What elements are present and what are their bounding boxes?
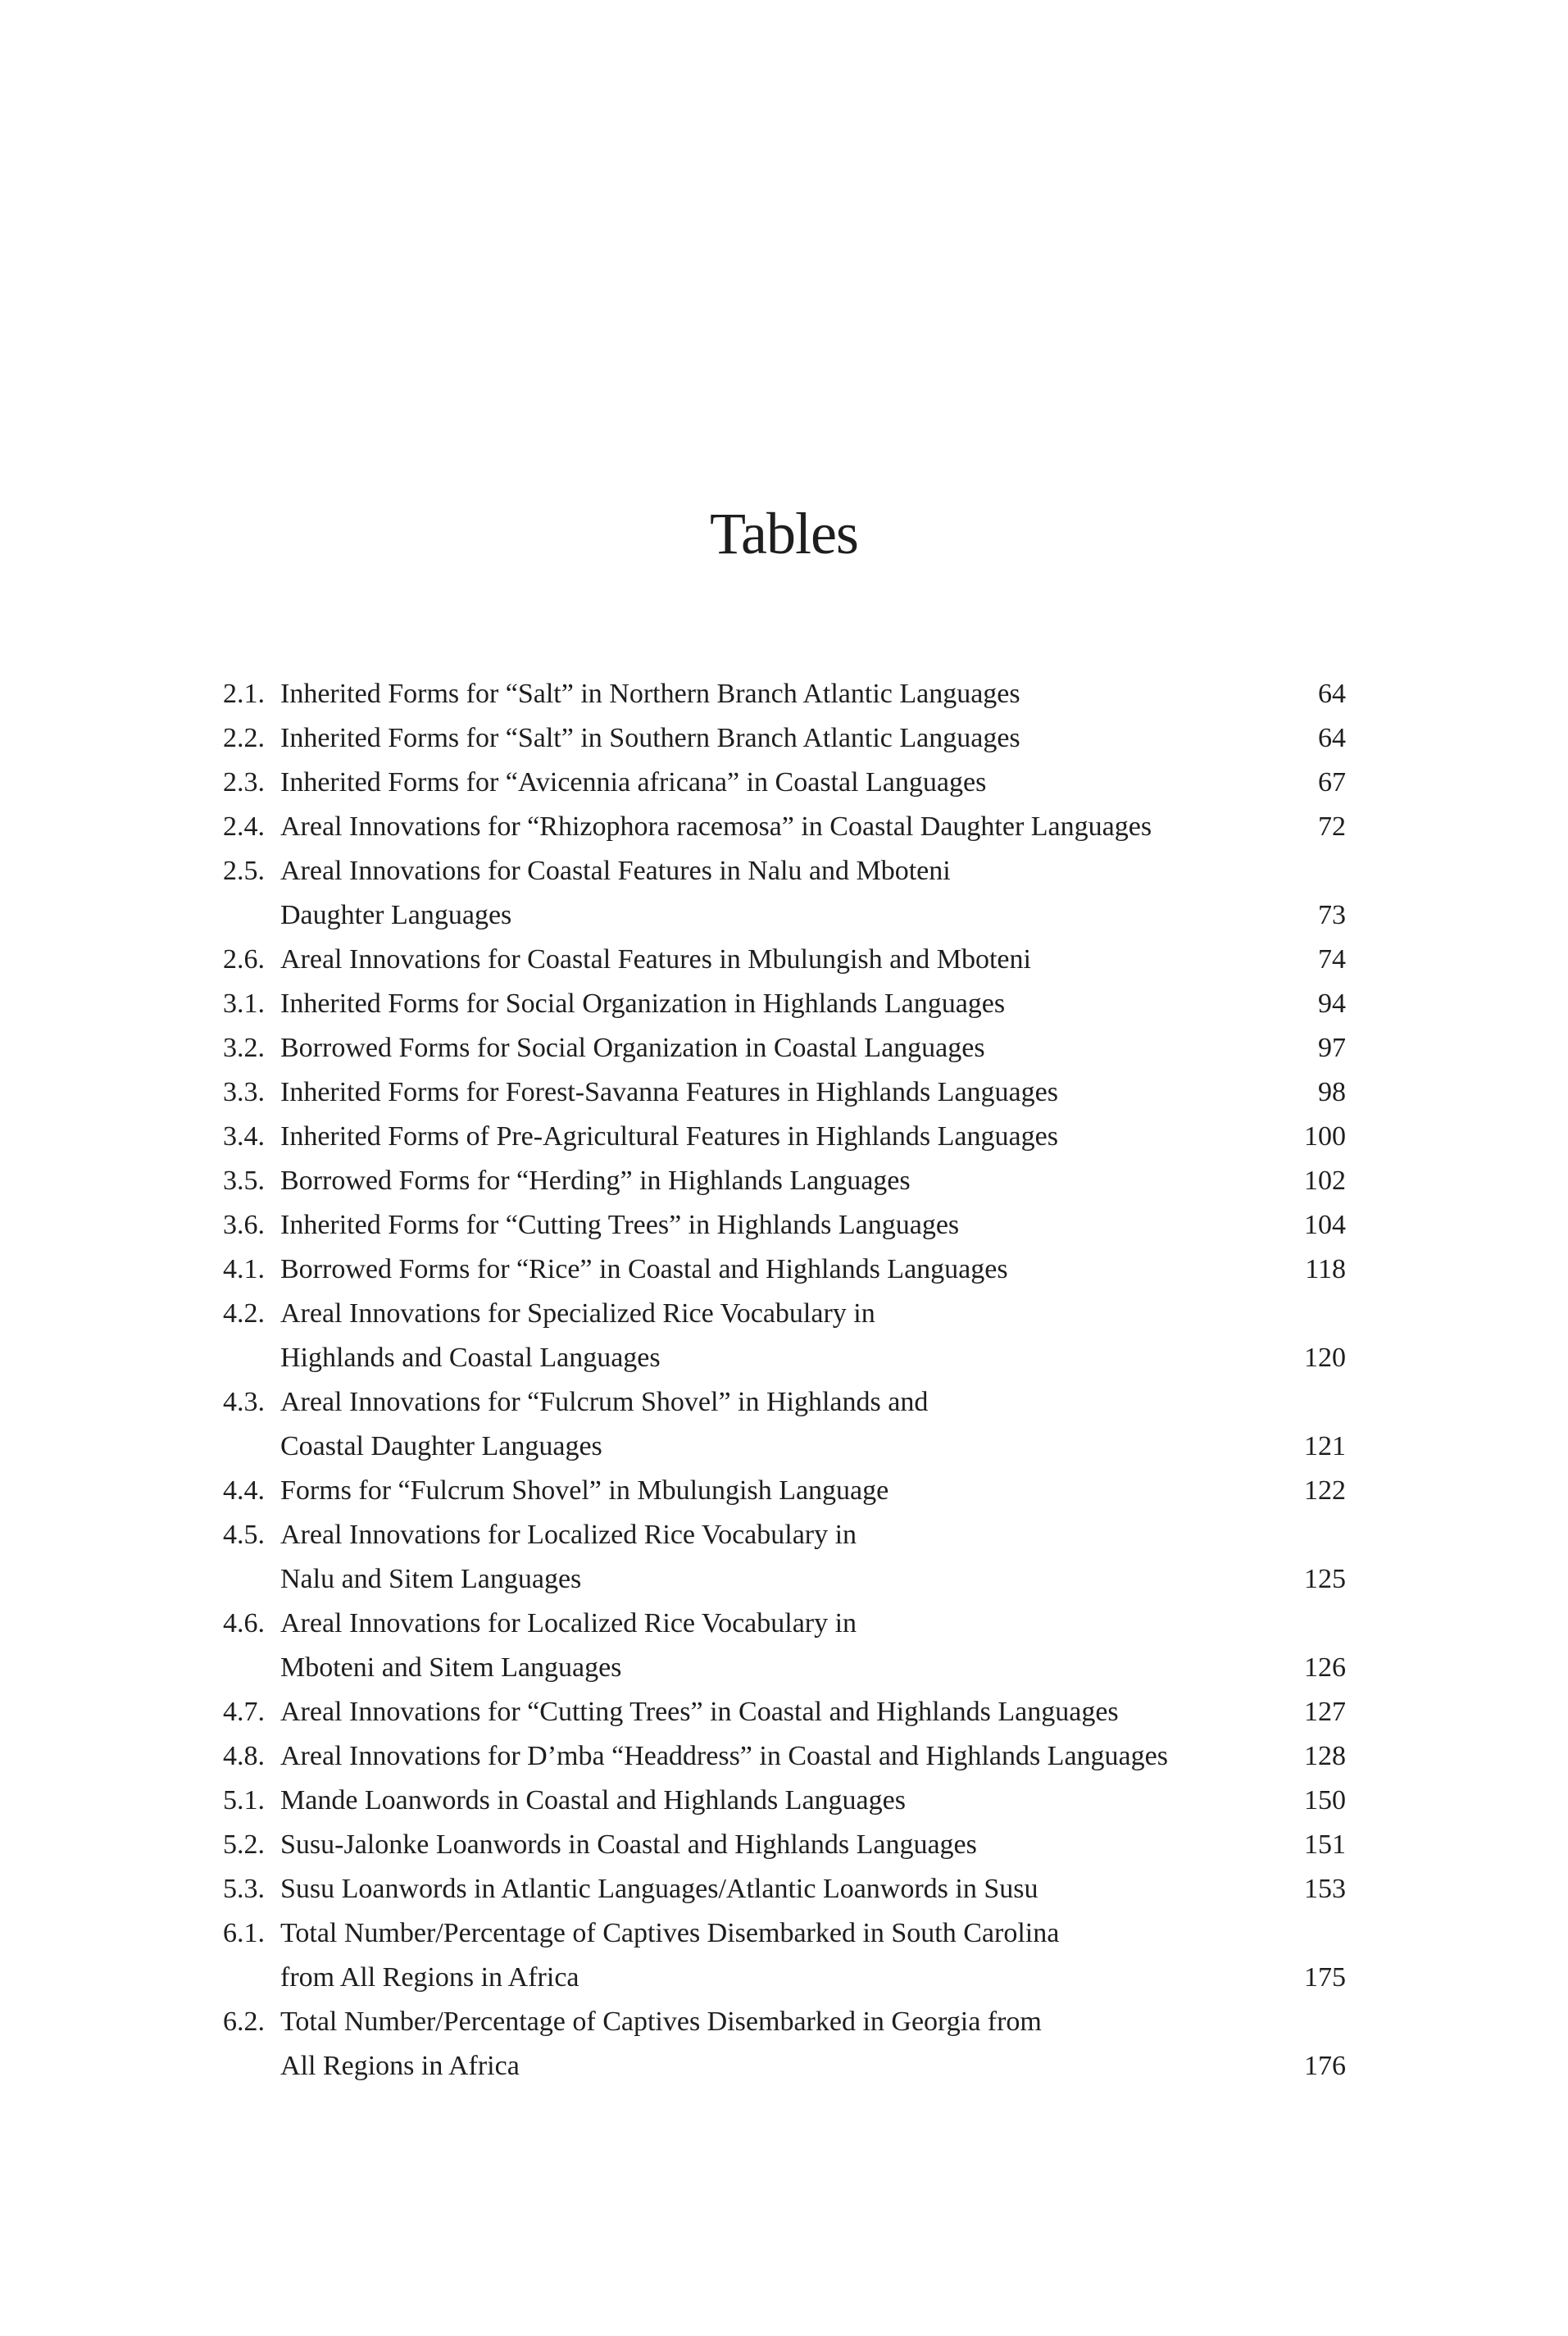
caption-line: Total Number/Percentage of Captives Disembarked in Georgia from	[280, 2007, 1042, 2037]
caption-line: from All Regions in Africa	[280, 1962, 579, 1993]
table-entry-2-2	[223, 716, 1346, 761]
table-number: 5.1.	[223, 1785, 265, 1816]
table-entry-2-5	[223, 849, 1346, 938]
table-caption	[280, 1115, 1256, 1159]
page-number: 127	[1304, 1697, 1346, 1727]
table-caption	[280, 1026, 1256, 1070]
caption-line: Areal Innovations for D’mba “Headdress” in Coastal and Highlands Languages	[280, 1741, 1168, 1771]
page-number: 153	[1304, 1874, 1346, 1904]
caption-line: Inherited Forms of Pre-Agricultural Features in Highlands Languages	[280, 1121, 1058, 1152]
page-number: 151	[1304, 1829, 1346, 1860]
table-number: 4.6.	[223, 1608, 265, 1638]
page-number: 100	[1304, 1121, 1346, 1152]
table-entry-4-4	[223, 1469, 1346, 1513]
table-caption	[280, 1734, 1256, 1779]
table-number: 4.2.	[223, 1298, 265, 1329]
page-number: 121	[1304, 1431, 1346, 1461]
table-caption	[280, 1070, 1256, 1115]
table-caption	[280, 1602, 1256, 1690]
caption-line: Inherited Forms for Forest-Savanna Features in Highlands Languages	[280, 1077, 1058, 1107]
table-entry-3-5	[223, 1159, 1346, 1203]
table-caption	[280, 1513, 1256, 1602]
table-caption	[280, 938, 1256, 982]
table-entry-4-8	[223, 1734, 1346, 1779]
table-entry-4-2	[223, 1292, 1346, 1380]
caption-line: Inherited Forms for “Salt” in Southern Branch Atlantic Languages	[280, 723, 1020, 753]
table-entry-6-1	[223, 1911, 1346, 2000]
table-number: 6.1.	[223, 1918, 265, 1948]
table-caption	[280, 672, 1256, 716]
table-number: 5.3.	[223, 1874, 265, 1904]
table-number: 3.4.	[223, 1121, 265, 1152]
tables-list	[223, 672, 1346, 2088]
caption-line: Inherited Forms for Social Organization in Highlands Languages	[280, 988, 1006, 1019]
caption-line: Areal Innovations for “Rhizophora racemosa” in Coastal Daughter Languages	[280, 811, 1152, 842]
table-caption	[280, 1292, 1256, 1380]
table-entry-3-2	[223, 1026, 1346, 1070]
caption-line: Borrowed Forms for “Herding” in Highlands Languages	[280, 1166, 911, 1196]
table-entry-5-2	[223, 1823, 1346, 1867]
caption-line: Areal Innovations for “Fulcrum Shovel” in Highlands and	[280, 1387, 929, 1417]
page-number: 175	[1304, 1962, 1346, 1993]
caption-line: Areal Innovations for “Cutting Trees” in Coastal and Highlands Languages	[280, 1697, 1119, 1727]
table-number: 2.6.	[223, 944, 265, 975]
table-caption	[280, 805, 1256, 849]
caption-line: Inherited Forms for “Salt” in Northern Branch Atlantic Languages	[280, 679, 1020, 709]
table-number: 2.1.	[223, 679, 265, 709]
table-number: 2.4.	[223, 811, 265, 842]
caption-line: Susu-Jalonke Loanwords in Coastal and Highlands Languages	[280, 1829, 977, 1860]
table-number: 3.5.	[223, 1166, 265, 1196]
caption-line: Areal Innovations for Coastal Features in Mbulungish and Mboteni	[280, 944, 1031, 975]
page-title: Tables	[710, 501, 858, 566]
page-number: 64	[1318, 723, 1346, 753]
table-entry-6-2	[223, 2000, 1346, 2088]
table-entry-2-4	[223, 805, 1346, 849]
table-entry-3-4	[223, 1115, 1346, 1159]
page-number: 126	[1304, 1652, 1346, 1683]
table-number: 4.7.	[223, 1697, 265, 1727]
table-entry-5-3	[223, 1867, 1346, 1911]
caption-line: Total Number/Percentage of Captives Disembarked in South Carolina	[280, 1918, 1060, 1948]
table-entry-3-1	[223, 982, 1346, 1026]
table-caption	[280, 1911, 1256, 2000]
caption-line: Inherited Forms for “Avicennia africana” in Coastal Languages	[280, 767, 987, 798]
caption-line: Mande Loanwords in Coastal and Highlands Languages	[280, 1785, 906, 1816]
caption-line: All Regions in Africa	[280, 2051, 520, 2081]
page-number: 97	[1318, 1033, 1346, 1063]
table-caption	[280, 716, 1256, 761]
table-number: 5.2.	[223, 1829, 265, 1860]
table-entry-2-1	[223, 672, 1346, 716]
page-number: 67	[1318, 767, 1346, 798]
table-entry-4-5	[223, 1513, 1346, 1602]
page-number: 94	[1318, 988, 1346, 1019]
caption-line: Areal Innovations for Localized Rice Vocabulary in	[280, 1520, 857, 1550]
page-number: 73	[1318, 900, 1346, 930]
page-number: 122	[1304, 1475, 1346, 1506]
table-number: 4.3.	[223, 1387, 265, 1417]
caption-line: Forms for “Fulcrum Shovel” in Mbulungish Language	[280, 1475, 889, 1506]
table-number: 3.2.	[223, 1033, 265, 1063]
table-entry-4-6	[223, 1602, 1346, 1690]
table-number: 2.3.	[223, 767, 265, 798]
table-entry-4-7	[223, 1690, 1346, 1734]
table-caption	[280, 1203, 1256, 1248]
table-number: 6.2.	[223, 2007, 265, 2037]
table-number: 4.8.	[223, 1741, 265, 1771]
caption-line: Highlands and Coastal Languages	[280, 1343, 661, 1373]
page-number: 104	[1304, 1210, 1346, 1240]
table-caption	[280, 1823, 1256, 1867]
table-caption	[280, 982, 1256, 1026]
table-entry-2-3	[223, 761, 1346, 805]
table-entry-4-1	[223, 1248, 1346, 1292]
table-number: 2.5.	[223, 856, 265, 886]
caption-line: Daughter Languages	[280, 900, 512, 930]
page-number: 64	[1318, 679, 1346, 709]
caption-line: Areal Innovations for Coastal Features in Nalu and Mboteni	[280, 856, 951, 886]
caption-line: Inherited Forms for “Cutting Trees” in Highlands Languages	[280, 1210, 960, 1240]
table-number: 4.1.	[223, 1254, 265, 1284]
table-entry-3-6	[223, 1203, 1346, 1248]
table-number: 4.5.	[223, 1520, 265, 1550]
caption-line: Borrowed Forms for Social Organization in Coastal Languages	[280, 1033, 985, 1063]
page-number: 176	[1304, 2051, 1346, 2081]
table-caption	[280, 2000, 1256, 2088]
caption-line: Borrowed Forms for “Rice” in Coastal and Highlands Languages	[280, 1254, 1008, 1284]
caption-line: Areal Innovations for Localized Rice Vocabulary in	[280, 1608, 857, 1638]
page-number: 72	[1318, 811, 1346, 842]
table-caption	[280, 1159, 1256, 1203]
table-caption	[280, 849, 1256, 938]
table-caption	[280, 1469, 1256, 1513]
table-caption	[280, 1380, 1256, 1469]
caption-line: Areal Innovations for Specialized Rice Vocabulary in	[280, 1298, 875, 1329]
table-caption	[280, 761, 1256, 805]
table-number: 2.2.	[223, 723, 265, 753]
page-number: 98	[1318, 1077, 1346, 1107]
table-number: 4.4.	[223, 1475, 265, 1506]
table-caption	[280, 1867, 1256, 1911]
table-entry-5-1	[223, 1779, 1346, 1823]
page-number: 128	[1304, 1741, 1346, 1771]
page-number: 120	[1304, 1343, 1346, 1373]
caption-line: Mboteni and Sitem Languages	[280, 1652, 622, 1683]
table-caption	[280, 1248, 1256, 1292]
table-number: 3.1.	[223, 988, 265, 1019]
caption-line: Coastal Daughter Languages	[280, 1431, 602, 1461]
table-entry-3-3	[223, 1070, 1346, 1115]
page-number: 118	[1305, 1254, 1346, 1284]
table-number: 3.6.	[223, 1210, 265, 1240]
page-number: 102	[1304, 1166, 1346, 1196]
caption-line: Susu Loanwords in Atlantic Languages/Atlantic Loanwords in Susu	[280, 1874, 1039, 1904]
table-entry-4-3	[223, 1380, 1346, 1469]
table-entry-2-6	[223, 938, 1346, 982]
table-caption	[280, 1690, 1256, 1734]
caption-line: Nalu and Sitem Languages	[280, 1564, 582, 1594]
page-number: 74	[1318, 944, 1346, 975]
page-number: 150	[1304, 1785, 1346, 1816]
table-number: 3.3.	[223, 1077, 265, 1107]
page-number: 125	[1304, 1564, 1346, 1594]
table-caption	[280, 1779, 1256, 1823]
